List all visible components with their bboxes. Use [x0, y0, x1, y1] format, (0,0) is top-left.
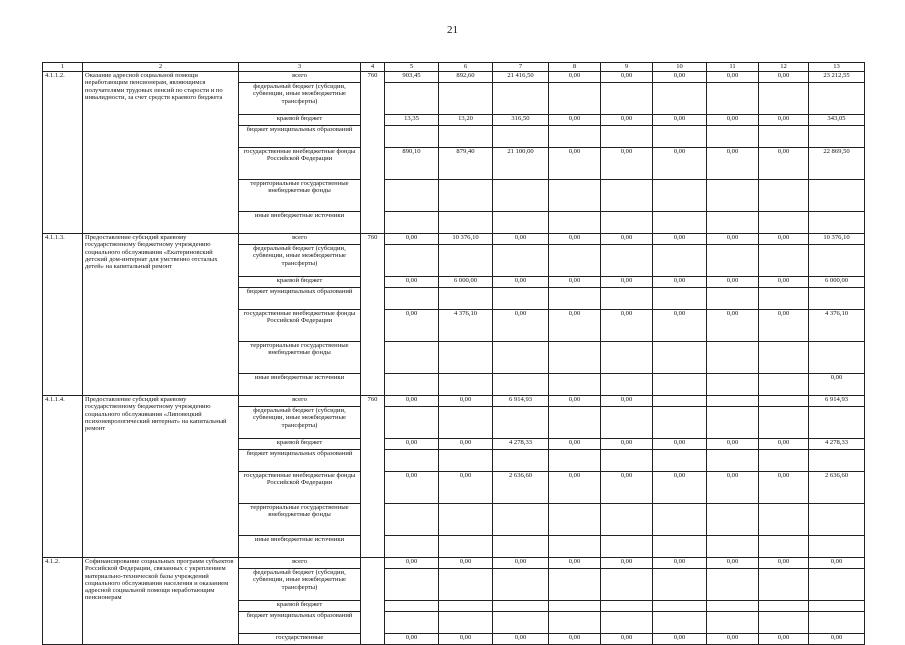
- value-cell: 0,00: [809, 558, 865, 569]
- value-cell: [809, 126, 865, 148]
- header-cell: 4: [361, 63, 385, 72]
- value-cell: [707, 569, 759, 601]
- value-cell: [549, 536, 601, 558]
- value-cell: [493, 374, 549, 396]
- value-cell: 0,00: [809, 374, 865, 396]
- value-cell: [385, 612, 439, 634]
- value-cell: [439, 601, 493, 612]
- value-cell: 0,00: [549, 148, 601, 180]
- value-cell: [707, 396, 759, 407]
- value-cell: [707, 450, 759, 472]
- value-cell: [809, 83, 865, 115]
- value-cell: [707, 288, 759, 310]
- value-cell: 0,00: [549, 634, 601, 645]
- value-cell: 0,00: [493, 634, 549, 645]
- value-cell: [385, 126, 439, 148]
- value-cell: [493, 212, 549, 234]
- value-cell: [549, 601, 601, 612]
- value-cell: [707, 504, 759, 536]
- value-cell: 0,00: [549, 439, 601, 450]
- value-cell: [707, 245, 759, 277]
- value-cell: 10 376,10: [809, 234, 865, 245]
- value-cell: 0,00: [601, 148, 653, 180]
- value-cell: [653, 288, 707, 310]
- value-cell: [439, 212, 493, 234]
- value-cell: 0,00: [759, 472, 809, 504]
- value-cell: [549, 83, 601, 115]
- value-cell: 316,50: [493, 115, 549, 126]
- value-cell: 10 376,10: [439, 234, 493, 245]
- value-cell: 6 914,93: [493, 396, 549, 407]
- funding-source: иные внебюджетные источники: [239, 536, 361, 558]
- value-cell: [385, 374, 439, 396]
- value-cell: [493, 342, 549, 374]
- funding-source: иные внебюджетные источники: [239, 374, 361, 396]
- value-cell: 0,00: [439, 396, 493, 407]
- value-cell: [759, 245, 809, 277]
- value-cell: [549, 126, 601, 148]
- value-cell: [759, 212, 809, 234]
- value-cell: [759, 450, 809, 472]
- funding-source: бюджет муниципальных образований: [239, 450, 361, 472]
- value-cell: [439, 342, 493, 374]
- value-cell: [707, 407, 759, 439]
- value-cell: [809, 288, 865, 310]
- value-cell: [385, 504, 439, 536]
- value-cell: [439, 569, 493, 601]
- value-cell: [493, 180, 549, 212]
- funding-source: всего: [239, 72, 361, 83]
- value-cell: 22 869,50: [809, 148, 865, 180]
- value-cell: [809, 504, 865, 536]
- value-cell: 0,00: [493, 310, 549, 342]
- value-cell: 903,45: [385, 72, 439, 83]
- value-cell: 0,00: [653, 310, 707, 342]
- value-cell: 0,00: [601, 234, 653, 245]
- value-cell: [809, 536, 865, 558]
- value-cell: 879,40: [439, 148, 493, 180]
- budget-code: 760: [361, 396, 385, 558]
- value-cell: [549, 450, 601, 472]
- value-cell: [493, 601, 549, 612]
- value-cell: [809, 342, 865, 374]
- value-cell: 0,00: [707, 234, 759, 245]
- item-number: 4.1.1.2.: [43, 72, 83, 234]
- value-cell: [385, 212, 439, 234]
- header-cell: 7: [493, 63, 549, 72]
- value-cell: 13,20: [439, 115, 493, 126]
- value-cell: [493, 569, 549, 601]
- funding-source: краевой бюджет: [239, 601, 361, 612]
- budget-code: [361, 558, 385, 645]
- value-cell: 0,00: [707, 115, 759, 126]
- value-cell: 0,00: [493, 277, 549, 288]
- value-cell: [601, 83, 653, 115]
- funding-source: федеральный бюджет (субсидии, субвенции, иные межбюджетные трансферты): [239, 245, 361, 277]
- budget-code: 760: [361, 234, 385, 396]
- value-cell: 0,00: [707, 558, 759, 569]
- value-cell: 0,00: [707, 148, 759, 180]
- value-cell: 0,00: [707, 277, 759, 288]
- value-cell: [653, 83, 707, 115]
- value-cell: 0,00: [759, 115, 809, 126]
- value-cell: 0,00: [439, 634, 493, 645]
- value-cell: [385, 245, 439, 277]
- value-cell: 0,00: [601, 115, 653, 126]
- header-cell: 3: [239, 63, 361, 72]
- value-cell: 0,00: [439, 558, 493, 569]
- value-cell: 4 376,10: [439, 310, 493, 342]
- value-cell: [601, 569, 653, 601]
- table-row: [43, 558, 865, 569]
- value-cell: [653, 342, 707, 374]
- value-cell: 0,00: [707, 310, 759, 342]
- value-cell: [759, 396, 809, 407]
- value-cell: [439, 126, 493, 148]
- budget-code: 760: [361, 72, 385, 234]
- value-cell: [493, 288, 549, 310]
- funding-source: государственные внебюджетные фонды Российской Федерации: [239, 310, 361, 342]
- value-cell: 0,00: [759, 148, 809, 180]
- funding-source: бюджет муниципальных образований: [239, 612, 361, 634]
- value-cell: 0,00: [759, 277, 809, 288]
- value-cell: [549, 612, 601, 634]
- value-cell: [759, 536, 809, 558]
- value-cell: 0,00: [601, 472, 653, 504]
- value-cell: [439, 374, 493, 396]
- value-cell: 6 914,93: [809, 396, 865, 407]
- value-cell: 343,05: [809, 115, 865, 126]
- value-cell: 0,00: [759, 234, 809, 245]
- value-cell: 21 416,50: [493, 72, 549, 83]
- funding-source: территориальные государственные внебюджетные фонды: [239, 504, 361, 536]
- value-cell: 0,00: [759, 310, 809, 342]
- value-cell: [707, 601, 759, 612]
- value-cell: 0,00: [653, 148, 707, 180]
- value-cell: 0,00: [759, 558, 809, 569]
- value-cell: 0,00: [653, 634, 707, 645]
- table-row: [43, 72, 865, 83]
- value-cell: 2 636,60: [809, 472, 865, 504]
- value-cell: [809, 612, 865, 634]
- value-cell: [653, 450, 707, 472]
- value-cell: [759, 180, 809, 212]
- value-cell: [385, 450, 439, 472]
- value-cell: [759, 601, 809, 612]
- value-cell: [653, 396, 707, 407]
- funding-source: всего: [239, 396, 361, 407]
- value-cell: 0,00: [385, 634, 439, 645]
- table-row: [43, 234, 865, 245]
- value-cell: [493, 450, 549, 472]
- value-cell: 21 100,00: [493, 148, 549, 180]
- header-row: [43, 63, 865, 72]
- value-cell: 23 212,55: [809, 72, 865, 83]
- value-cell: [549, 374, 601, 396]
- value-cell: [493, 407, 549, 439]
- value-cell: [653, 374, 707, 396]
- header-cell: 12: [759, 63, 809, 72]
- value-cell: [439, 407, 493, 439]
- value-cell: [759, 374, 809, 396]
- value-cell: [707, 536, 759, 558]
- value-cell: 0,00: [385, 558, 439, 569]
- value-cell: [809, 180, 865, 212]
- header-cell: 13: [809, 63, 865, 72]
- value-cell: [493, 83, 549, 115]
- value-cell: 0,00: [385, 439, 439, 450]
- value-cell: 890,10: [385, 148, 439, 180]
- value-cell: [707, 212, 759, 234]
- value-cell: [601, 245, 653, 277]
- value-cell: 0,00: [653, 234, 707, 245]
- value-cell: [439, 504, 493, 536]
- value-cell: [549, 342, 601, 374]
- value-cell: 2 636,60: [493, 472, 549, 504]
- value-cell: 0,00: [809, 634, 865, 645]
- value-cell: 0,00: [549, 234, 601, 245]
- value-cell: [601, 288, 653, 310]
- value-cell: 0,00: [653, 277, 707, 288]
- value-cell: [493, 245, 549, 277]
- value-cell: [707, 126, 759, 148]
- funding-source: территориальные государственные внебюджетные фонды: [239, 180, 361, 212]
- header-cell: 2: [83, 63, 239, 72]
- value-cell: [759, 612, 809, 634]
- value-cell: [493, 612, 549, 634]
- value-cell: [549, 180, 601, 212]
- value-cell: 0,00: [385, 472, 439, 504]
- header-cell: 1: [43, 63, 83, 72]
- value-cell: [601, 407, 653, 439]
- value-cell: [809, 450, 865, 472]
- value-cell: [809, 601, 865, 612]
- funding-source: всего: [239, 558, 361, 569]
- value-cell: [707, 374, 759, 396]
- value-cell: [653, 612, 707, 634]
- funding-source: федеральный бюджет (субсидии, субвенции, иные межбюджетные трансферты): [239, 83, 361, 115]
- value-cell: [439, 245, 493, 277]
- value-cell: [439, 612, 493, 634]
- value-cell: 4 278,33: [809, 439, 865, 450]
- value-cell: [601, 450, 653, 472]
- value-cell: [549, 407, 601, 439]
- value-cell: [549, 569, 601, 601]
- value-cell: 0,00: [601, 396, 653, 407]
- value-cell: [493, 536, 549, 558]
- value-cell: [601, 126, 653, 148]
- value-cell: 0,00: [653, 115, 707, 126]
- funding-source: федеральный бюджет (субсидии, субвенции, иные межбюджетные трансферты): [239, 407, 361, 439]
- value-cell: 0,00: [549, 472, 601, 504]
- funding-source: краевой бюджет: [239, 115, 361, 126]
- value-cell: [653, 504, 707, 536]
- value-cell: [439, 450, 493, 472]
- value-cell: [707, 612, 759, 634]
- value-cell: [601, 504, 653, 536]
- value-cell: 0,00: [549, 72, 601, 83]
- value-cell: 0,00: [601, 72, 653, 83]
- table-row: [43, 396, 865, 407]
- value-cell: [809, 245, 865, 277]
- funding-source: краевой бюджет: [239, 277, 361, 288]
- value-cell: 4 278,33: [493, 439, 549, 450]
- value-cell: 0,00: [653, 439, 707, 450]
- value-cell: 0,00: [653, 472, 707, 504]
- item-name: Оказание адресной социальной помощи неработающим пенсионерам, являющимся получателями трудовых пенсий по старости и по инвалидности, за счет средств краевого бюджета: [83, 72, 239, 234]
- budget-table: [42, 62, 865, 645]
- value-cell: 0,00: [759, 439, 809, 450]
- value-cell: [549, 288, 601, 310]
- funding-source: государственные внебюджетные фонды Российской Федерации: [239, 148, 361, 180]
- value-cell: 6 000,00: [439, 277, 493, 288]
- value-cell: 0,00: [601, 439, 653, 450]
- value-cell: [439, 288, 493, 310]
- value-cell: [493, 126, 549, 148]
- value-cell: 0,00: [601, 634, 653, 645]
- funding-source: федеральный бюджет (субсидии, субвенции, иные межбюджетные трансферты): [239, 569, 361, 601]
- funding-source: территориальные государственные внебюджетные фонды: [239, 342, 361, 374]
- header-cell: 9: [601, 63, 653, 72]
- value-cell: [385, 83, 439, 115]
- item-name: Предоставление субсидий краевому государственному бюджетному учреждению социального обслуживания «Екатериновский детский дом-интернат для умственно отсталых детей» на капитальный ремонт: [83, 234, 239, 396]
- item-name: Предоставление субсидий краевому государственному бюджетному учреждению социального обслуживания «Липовецкий психоневрологический интернат» на капитальный ремонт: [83, 396, 239, 558]
- value-cell: 0,00: [601, 310, 653, 342]
- item-name: Софинансирование социальных программ субъектов Российской Федерации, связанных с укреплением материально-технической базы учреждений социального обслуживания населения и оказанием адресной социальной помощи неработающим пенсионерам: [83, 558, 239, 645]
- value-cell: 0,00: [759, 634, 809, 645]
- value-cell: [601, 342, 653, 374]
- value-cell: [549, 245, 601, 277]
- funding-source: государственные внебюджетные фонды Российской Федерации: [239, 472, 361, 504]
- value-cell: [653, 407, 707, 439]
- value-cell: [759, 288, 809, 310]
- value-cell: [759, 342, 809, 374]
- value-cell: 892,60: [439, 72, 493, 83]
- value-cell: [493, 504, 549, 536]
- value-cell: 13,35: [385, 115, 439, 126]
- value-cell: 0,00: [385, 310, 439, 342]
- value-cell: 0,00: [707, 472, 759, 504]
- funding-source: бюджет муниципальных образований: [239, 288, 361, 310]
- value-cell: [759, 569, 809, 601]
- value-cell: 0,00: [385, 396, 439, 407]
- value-cell: [707, 180, 759, 212]
- value-cell: [809, 407, 865, 439]
- value-cell: [439, 536, 493, 558]
- item-number: 4.1.2.: [43, 558, 83, 645]
- header-cell: 8: [549, 63, 601, 72]
- value-cell: [385, 288, 439, 310]
- value-cell: [549, 212, 601, 234]
- value-cell: 0,00: [549, 115, 601, 126]
- funding-source: краевой бюджет: [239, 439, 361, 450]
- item-number: 4.1.1.4.: [43, 396, 83, 558]
- value-cell: [601, 612, 653, 634]
- header-cell: 11: [707, 63, 759, 72]
- value-cell: 0,00: [493, 234, 549, 245]
- value-cell: [759, 407, 809, 439]
- value-cell: 0,00: [439, 439, 493, 450]
- value-cell: 0,00: [385, 234, 439, 245]
- value-cell: [385, 601, 439, 612]
- value-cell: 0,00: [707, 634, 759, 645]
- item-number: 4.1.1.3.: [43, 234, 83, 396]
- value-cell: [385, 407, 439, 439]
- header-cell: 6: [439, 63, 493, 72]
- value-cell: [653, 569, 707, 601]
- page-number: 21: [447, 24, 458, 36]
- value-cell: 0,00: [653, 72, 707, 83]
- value-cell: 4 376,10: [809, 310, 865, 342]
- funding-source: бюджет муниципальных образований: [239, 126, 361, 148]
- value-cell: [809, 212, 865, 234]
- value-cell: 0,00: [549, 310, 601, 342]
- value-cell: 6 000,00: [809, 277, 865, 288]
- funding-source: иные внебюджетные источники: [239, 212, 361, 234]
- header-cell: 5: [385, 63, 439, 72]
- value-cell: 0,00: [601, 558, 653, 569]
- value-cell: [385, 342, 439, 374]
- value-cell: [759, 83, 809, 115]
- value-cell: 0,00: [493, 558, 549, 569]
- funding-source: государственные: [239, 634, 361, 645]
- value-cell: 0,00: [549, 277, 601, 288]
- value-cell: [601, 536, 653, 558]
- value-cell: [385, 536, 439, 558]
- value-cell: 0,00: [653, 558, 707, 569]
- value-cell: 0,00: [759, 72, 809, 83]
- value-cell: [759, 126, 809, 148]
- value-cell: [385, 569, 439, 601]
- value-cell: [601, 601, 653, 612]
- value-cell: [439, 83, 493, 115]
- value-cell: [653, 126, 707, 148]
- value-cell: 0,00: [549, 558, 601, 569]
- value-cell: [601, 212, 653, 234]
- value-cell: [809, 569, 865, 601]
- value-cell: [759, 504, 809, 536]
- value-cell: 0,00: [601, 277, 653, 288]
- value-cell: 0,00: [707, 439, 759, 450]
- value-cell: 0,00: [439, 472, 493, 504]
- value-cell: [385, 180, 439, 212]
- funding-source: всего: [239, 234, 361, 245]
- value-cell: [653, 536, 707, 558]
- header-cell: 10: [653, 63, 707, 72]
- value-cell: 0,00: [549, 396, 601, 407]
- value-cell: [653, 601, 707, 612]
- value-cell: [601, 374, 653, 396]
- value-cell: [439, 180, 493, 212]
- value-cell: [653, 180, 707, 212]
- value-cell: [653, 245, 707, 277]
- value-cell: 0,00: [385, 277, 439, 288]
- value-cell: [549, 504, 601, 536]
- value-cell: 0,00: [707, 72, 759, 83]
- value-cell: [707, 83, 759, 115]
- value-cell: [707, 342, 759, 374]
- value-cell: [601, 180, 653, 212]
- value-cell: [653, 212, 707, 234]
